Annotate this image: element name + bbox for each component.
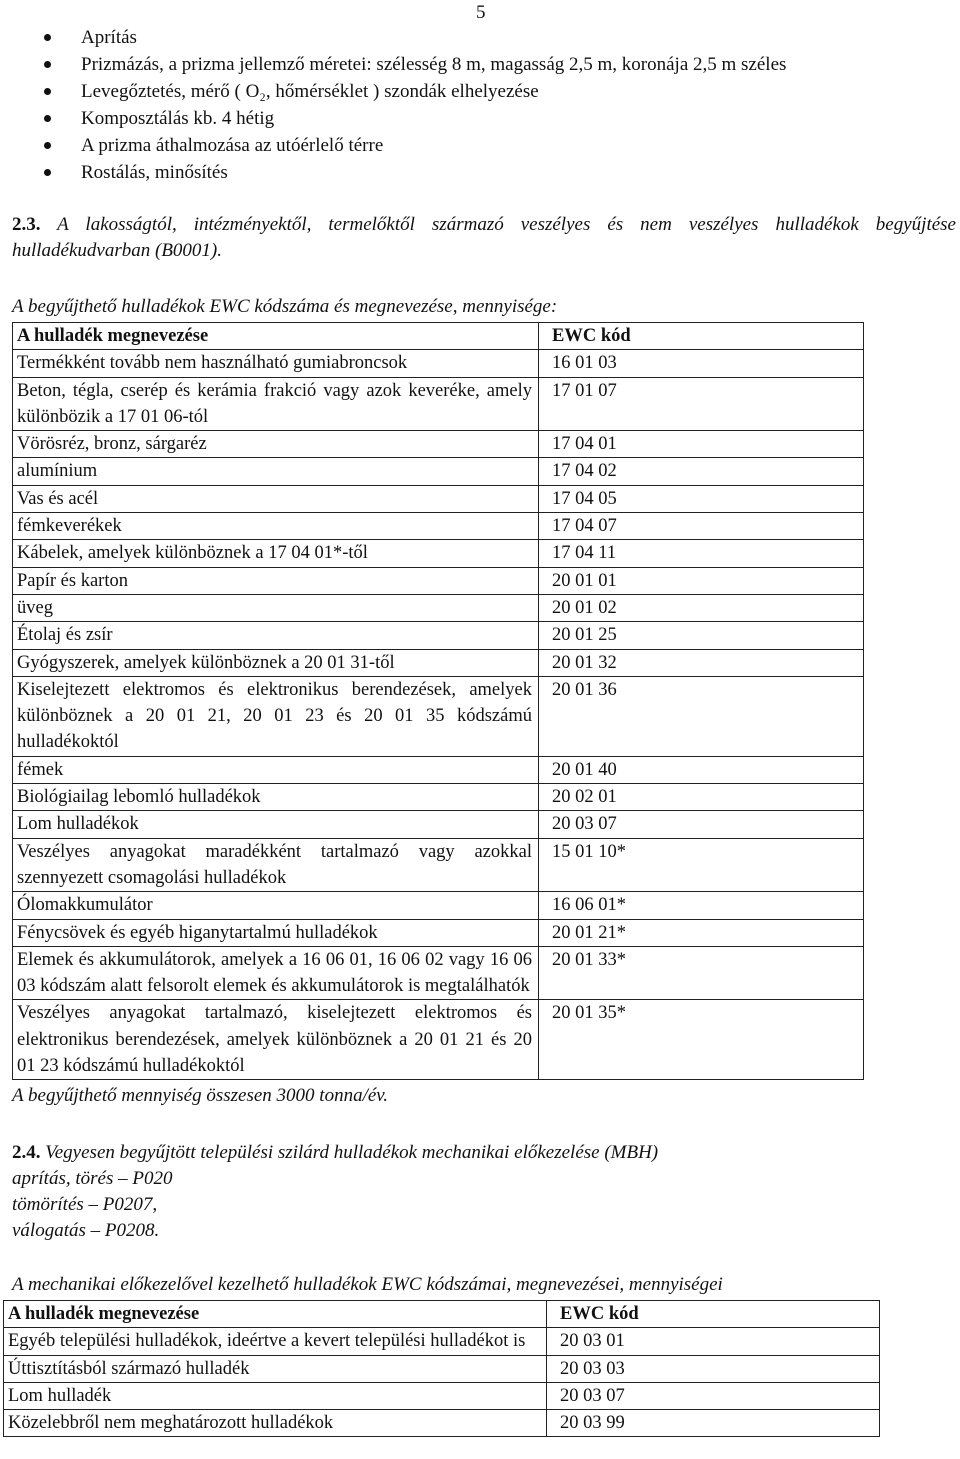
column-header-code: EWC kód (547, 1301, 880, 1328)
column-header-name: A hulladék megnevezése (13, 323, 539, 350)
ewc-code-cell: 20 03 01 (547, 1328, 880, 1355)
waste-name-cell: Elemek és akkumulátorok, amelyek a 16 06 01, 16 06 02 vagy 16 06 03 kódszám alatt felsorolt elemek és akkumulátorok is megtalálhatók (13, 946, 539, 1000)
ewc-code-cell: 20 01 32 (539, 649, 864, 676)
list-item: Komposztálás kb. 4 hétig (40, 105, 786, 132)
column-header-code: EWC kód (539, 323, 864, 350)
list-item: Aprítás (40, 24, 786, 51)
table-row (4, 1328, 880, 1355)
section-title: Vegyesen begyűjtött települési szilárd hulladékok mechanikai előkezelése (MBH) (45, 1142, 659, 1163)
table-row (13, 485, 864, 512)
section-number: 2.4. (12, 1142, 41, 1163)
waste-name-cell: Kiselejtezett elektromos és elektronikus berendezések, amelyek különböznek a 20 01 21, 20 01 23 és 20 01 35 kódszámú hulladékoktól (13, 676, 539, 756)
ewc-code-cell: 17 01 07 (539, 377, 864, 431)
waste-name-cell: Lom hulladékok (13, 811, 539, 838)
table-row (13, 1000, 864, 1080)
ewc-code-cell: 20 03 07 (539, 811, 864, 838)
process-steps-list (40, 24, 786, 186)
page-number: 5 (476, 2, 486, 23)
waste-name-cell: Ólomakkumulátor (13, 892, 539, 919)
waste-name-cell: Gyógyszerek, amelyek különböznek a 20 01 31-től (13, 649, 539, 676)
table-row (13, 431, 864, 458)
waste-name-cell: üveg (13, 594, 539, 621)
table-row (13, 946, 864, 1000)
waste-name-cell: fémkeverékek (13, 513, 539, 540)
table-row (13, 350, 864, 377)
waste-name-cell: Fénycsövek és egyéb higanytartalmú hulladékok (13, 919, 539, 946)
table-row (13, 676, 864, 756)
waste-name-cell: fémek (13, 756, 539, 783)
table-row (4, 1410, 880, 1437)
section-heading-2-4 (12, 1140, 658, 1244)
table-row (13, 756, 864, 783)
waste-name-cell: Lom hulladék (4, 1382, 547, 1409)
waste-name-cell: Egyéb települési hulladékok, ideértve a kevert települési hulladékot is (4, 1328, 547, 1355)
mbh-waste-codes-table (3, 1300, 880, 1437)
waste-name-cell: Veszélyes anyagokat tartalmazó, kiselejtezett elektromos és elektronikus berendezések, amelyek különböznek a 20 01 21 és 20 01 23 kódszámú hulladékoktól (13, 1000, 539, 1080)
table-row (4, 1355, 880, 1382)
waste-name-cell: Papír és karton (13, 567, 539, 594)
table-row (13, 594, 864, 621)
ewc-code-cell: 17 04 11 (539, 540, 864, 567)
ewc-code-cell: 20 01 35* (539, 1000, 864, 1080)
ewc-code-cell: 20 01 21* (539, 919, 864, 946)
ewc-code-cell: 20 03 03 (547, 1355, 880, 1382)
table-row (13, 919, 864, 946)
ewc-code-cell: 15 01 10* (539, 838, 864, 892)
table-row (13, 540, 864, 567)
waste-name-cell: Vas és acél (13, 485, 539, 512)
table-row (13, 513, 864, 540)
column-header-name: A hulladék megnevezése (4, 1301, 547, 1328)
ewc-code-cell: 17 04 01 (539, 431, 864, 458)
list-item: Prizmázás, a prizma jellemző méretei: szélesség 8 m, magasság 2,5 m, koronája 2,5 m széles (40, 51, 786, 78)
table-row (13, 622, 864, 649)
ewc-code-cell: 17 04 05 (539, 485, 864, 512)
waste-name-cell: Étolaj és zsír (13, 622, 539, 649)
table-row (13, 892, 864, 919)
table-row (13, 458, 864, 485)
operation-line: válogatás – P0208. (12, 1220, 160, 1241)
table-row (13, 567, 864, 594)
table-row (4, 1382, 880, 1409)
table-row (13, 377, 864, 431)
ewc-code-cell: 16 06 01* (539, 892, 864, 919)
waste-codes-table (12, 322, 864, 1080)
ewc-code-cell: 17 04 02 (539, 458, 864, 485)
waste-name-cell: Kábelek, amelyek különböznek a 17 04 01*-től (13, 540, 539, 567)
waste-name-cell: Közelebbről nem meghatározott hulladékok (4, 1410, 547, 1437)
waste-name-cell: Úttisztításból származó hulladék (4, 1355, 547, 1382)
ewc-code-cell: 20 01 33* (539, 946, 864, 1000)
table1-caption: A begyűjthető hulladékok EWC kódszáma és megnevezése, mennyisége: (12, 296, 558, 317)
list-item: Levegőztetés, mérő ( O₂, hőmérséklet ) szondák elhelyezése (40, 78, 786, 105)
ewc-code-cell: 16 01 03 (539, 350, 864, 377)
total-quantity: A begyűjthető mennyiség összesen 3000 tonna/év. (12, 1085, 389, 1106)
table-header-row (13, 323, 864, 350)
list-item: A prizma áthalmozása az utóérlelő térre (40, 132, 786, 159)
operation-line: aprítás, törés – P020 (12, 1168, 173, 1189)
operation-line: tömörítés – P0207, (12, 1194, 158, 1215)
ewc-code-cell: 20 01 02 (539, 594, 864, 621)
ewc-code-cell: 20 01 40 (539, 756, 864, 783)
table2-caption: A mechanikai előkezelővel kezelhető hulladékok EWC kódszámai, megnevezései, mennyiségei (12, 1274, 723, 1295)
waste-name-cell: Termékként tovább nem használható gumiabroncsok (13, 350, 539, 377)
ewc-code-cell: 20 01 36 (539, 676, 864, 756)
waste-name-cell: Biológiailag lebomló hulladékok (13, 784, 539, 811)
waste-name-cell: Veszélyes anyagokat maradékként tartalmazó vagy azokkal szennyezett csomagolási hulladékok (13, 838, 539, 892)
section-number: 2.3. (12, 214, 41, 235)
ewc-code-cell: 17 04 07 (539, 513, 864, 540)
waste-name-cell: Vörösréz, bronz, sárgaréz (13, 431, 539, 458)
ewc-code-cell: 20 01 25 (539, 622, 864, 649)
table-row (13, 838, 864, 892)
section-heading-2-3 (12, 212, 956, 264)
waste-name-cell: Beton, tégla, cserép és kerámia frakció vagy azok keveréke, amely különbözik a 17 01 06-tól (13, 377, 539, 431)
ewc-code-cell: 20 03 07 (547, 1382, 880, 1409)
table-header-row (4, 1301, 880, 1328)
table-row (13, 649, 864, 676)
table-row (13, 784, 864, 811)
ewc-code-cell: 20 03 99 (547, 1410, 880, 1437)
ewc-code-cell: 20 01 01 (539, 567, 864, 594)
section-title: A lakosságtól, intézményektől, termelőktől származó veszélyes és nem veszélyes hulladékok begyűjtése hulladékudvarban (B0001). (12, 214, 956, 261)
waste-name-cell: alumínium (13, 458, 539, 485)
table-row (13, 811, 864, 838)
list-item: Rostálás, minősítés (40, 159, 786, 186)
ewc-code-cell: 20 02 01 (539, 784, 864, 811)
